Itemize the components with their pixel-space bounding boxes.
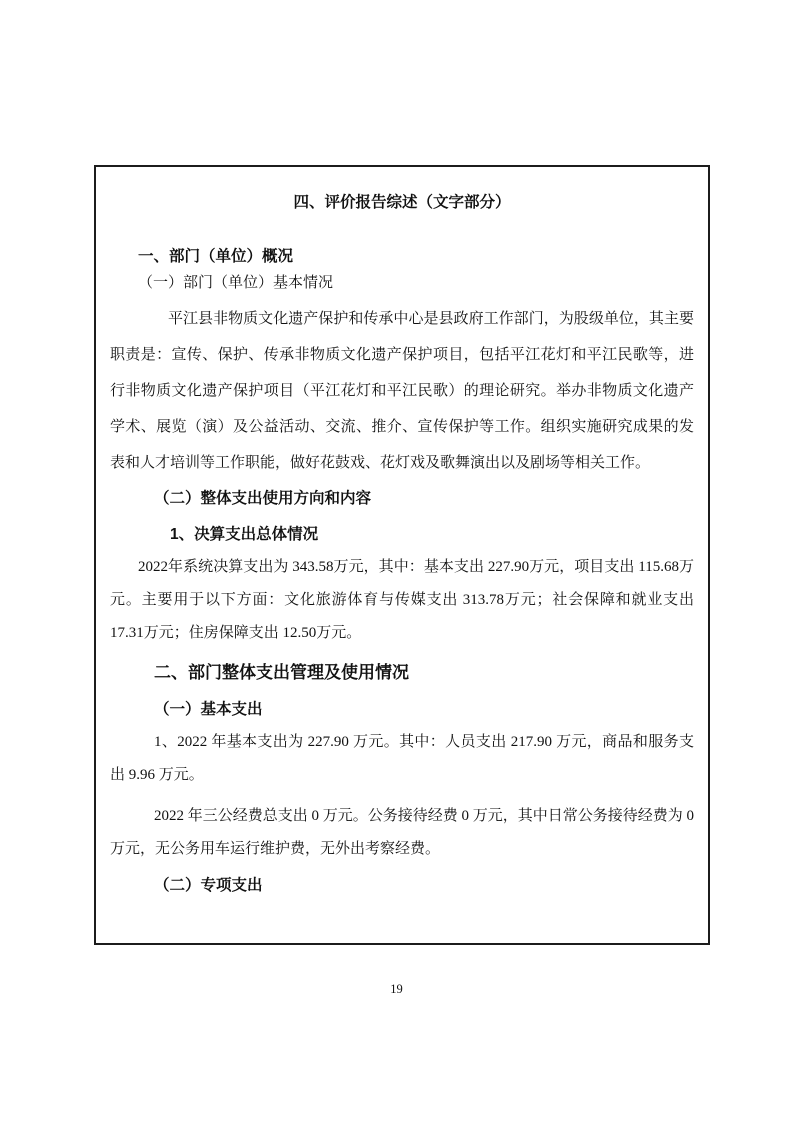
section-2-sub1-heading: （一）基本支出 <box>154 701 263 718</box>
section-2-heading: 二、部门整体支出管理及使用情况 <box>154 663 409 682</box>
page-number: 19 <box>390 982 403 996</box>
section-1-sub1-heading: （一）部门（单位）基本情况 <box>138 275 334 291</box>
section-2-paragraph-basic-expenditure: 1、2022 年基本支出为 227.90 万元。其中：人员支出 217.90 万元，商品和服务支出 9.96 万元。 <box>110 734 694 783</box>
section-2-sub2-heading: （二）专项支出 <box>154 877 263 894</box>
page-border-frame <box>94 165 710 945</box>
section-1-heading: 一、部门（单位）概况 <box>138 248 294 265</box>
report-title: 四、评价报告综述（文字部分） <box>293 194 511 211</box>
section-1-sub2-heading: （二）整体支出使用方向和内容 <box>154 490 372 507</box>
section-1-sub2-item1-heading: 1、决算支出总体情况 <box>170 526 319 543</box>
section-1-paragraph-final-accounts: 2022年系统决算支出为 343.58万元，其中：基本支出 227.90万元，项目支出 115.68万元。主要用于以下方面：文化旅游体育与传媒支出 313.78万元；社会保障和就业支出 17.31万元；住房保障支出 12.50万元。 <box>110 559 694 641</box>
section-2-paragraph-three-public-funds: 2022 年三公经费总支出 0 万元。公务接待经费 0 万元，其中日常公务接待经费为 0 万元，无公务用车运行维护费，无外出考察经费。 <box>110 808 695 857</box>
section-1-paragraph-overview: 平江县非物质文化遗产保护和传承中心是县政府工作部门，为股级单位，其主要职责是：宣传、保护、传承非物质文化遗产保护项目，包括平江花灯和平江民歌等，进行非物质文化遗产保护项目（平江花灯和平江民歌）的理论研究。举办非物质文化遗产学术、展览（演）及公益活动、交流、推介、宣传保护等工作。组织实施研究成果的发表和人才培训等工作职能，做好花鼓戏、花灯戏及歌舞演出以及剧场等相关工作。 <box>110 311 694 471</box>
